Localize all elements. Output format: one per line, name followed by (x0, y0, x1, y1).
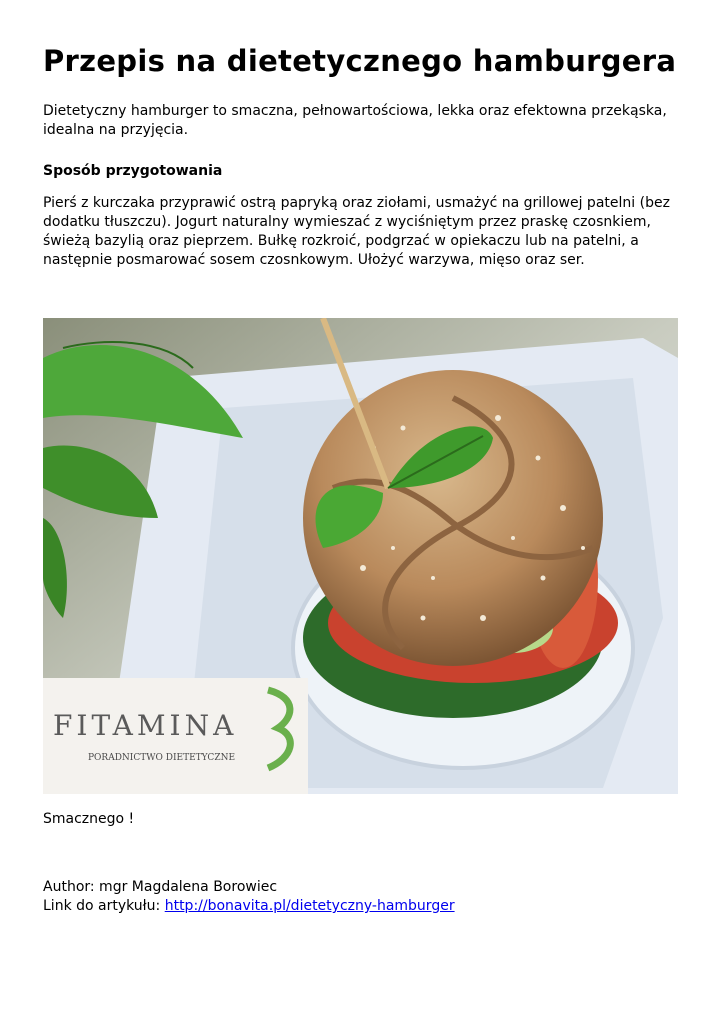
logo-tagline: PORADNICTWO DIETETYCZNE (88, 753, 236, 763)
author-line: Author: mgr Magdalena Borowiec (43, 879, 278, 895)
closing-text: Smacznego ! (43, 811, 135, 827)
article (43, 44, 683, 270)
article-link[interactable]: http://bonavita.pl/dietetyczny-hamburger (164, 898, 455, 914)
method-heading: Sposób przygotowania (43, 163, 223, 179)
page-title: Przepis na dietetycznego hamburgera (43, 44, 677, 78)
link-label: Link do artykułu: (43, 898, 165, 914)
method-paragraph: Pierś z kurczaka przyprawić ostrą papryką oraz ziołami, usmażyć na grillowej patelni (bez dodatku tłuszczu). Jogurt naturalny wymieszać z wyciśniętym przez praskę czosnkiem, świeżą bazylią oraz pieprzem. Bułkę rozkroić, podgrzać w opiekaczu lub na patelni, a następnie posmarować sosem czosnkowym. Ułożyć warzywa, mięso oraz ser. (43, 195, 670, 268)
logo-name: FITAMINA (53, 709, 238, 742)
hamburger-photo (43, 318, 678, 794)
article-link-line (43, 897, 455, 916)
intro-paragraph: Dietetyczny hamburger to smaczna, pełnowartościowa, lekka oraz efektowna przekąska, idealna na przyjęcia. (43, 103, 667, 138)
